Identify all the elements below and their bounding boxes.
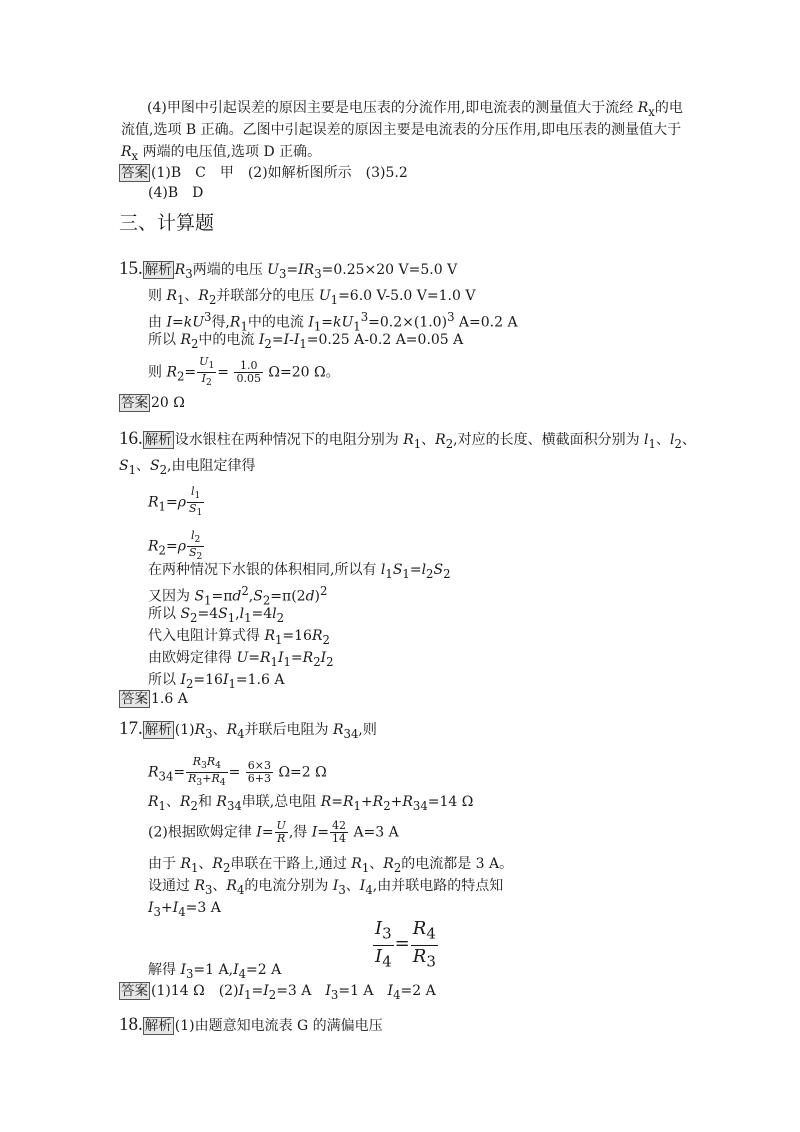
p4-line-3: $R_x$ 两端的电压值,选项 D 正确。 bbox=[121, 144, 322, 163]
q17-line-3: (2)根据欧姆定律 I= $\frac{U}{R}$ ,得 I= $\frac{42}{14}$ A=3 A bbox=[148, 819, 399, 845]
q17-number: 17. bbox=[119, 718, 143, 739]
q17-line-4: 由于 $R_1$、$R_2$串联在干路上,通过 $R_1$、$R_2$的电流都是 3 A。 bbox=[148, 856, 514, 875]
q17-line-2: $R_1$、$R_2$和 $R_{34}$串联,总电阻 $R=R_1+R_2+R_{34}=14$ Ω bbox=[148, 794, 474, 813]
q15-line-4: 所以 $R_2$中的电流 $I_2=I-I_1=0.25$ A-0.2 A=0.05 A bbox=[148, 332, 464, 351]
q16-line-6: 代入电阻计算式得 $R_1=16R_2$ bbox=[148, 628, 330, 647]
q16-formula-2: $R_2=\rho$ $\frac{l_2}{S_2}$ bbox=[148, 529, 203, 563]
q18-number: 18. bbox=[119, 1014, 143, 1035]
p4-line-1: (4)甲图中引起误差的原因主要是电压表的分流作用,即电流表的测量值大于流经 $R_x$的电 bbox=[147, 100, 683, 119]
q16-line-5: 所以 $S_2=4S_1,l_1=4l_2$ bbox=[148, 606, 285, 625]
q15-number: 15. bbox=[119, 258, 143, 279]
p4-line-2: 流值,选项 B 正确。乙图中引起误差的原因主要是电流表的分压作用,即电压表的测量值大于 bbox=[121, 122, 682, 138]
q16-line-7: 由欧姆定律得 $U=R_1I_1=R_2I_2$ bbox=[148, 650, 334, 669]
q16-line-4: 又因为 $S_1=\pi d^2,S_2=\pi(2d)^2$ bbox=[148, 584, 328, 608]
q16-line-3: 在两种情况下水银的体积相同,所以有 $l_1S_1=l_2S_2$ bbox=[148, 562, 451, 581]
fraction: $\frac{R_4}{R_3}$ bbox=[412, 918, 436, 971]
analysis-tag: 解析 bbox=[144, 432, 172, 448]
analysis-tag: 解析 bbox=[144, 722, 172, 738]
fraction: $\frac{U_1}{I_2}$ bbox=[199, 355, 215, 389]
fraction: $\frac{R_3R_4}{R_3+R_4}$ bbox=[188, 755, 226, 789]
fraction: $\frac{6\times 3}{6+3}$ bbox=[247, 759, 271, 786]
section-title: 三、计算题 bbox=[119, 212, 215, 234]
q16-line-2: $S_1$、$S_2$,由电阻定律得 bbox=[119, 458, 256, 477]
q18-header: 18. 解析 (1)由题意知电流表 G 的满偏电压 bbox=[119, 1014, 383, 1035]
q17-header: 17. 解析 $(1)R_3$、$R_4$并联后电阻为 $R_{34}$,则 bbox=[119, 718, 377, 741]
q15-line-3: 由 $I=kU^3$得$,R_1$中的电流 $I_1=kU_1^3=0.2\times(1.0)^3$ A=0.2 A bbox=[148, 310, 518, 334]
q15-line-2: 则 $R_1$、$R_2$并联部分的电压 $U_1=6.0$ V-5.0 V=1.0 V bbox=[148, 288, 476, 307]
answer-16: 答案 1.6 A bbox=[121, 691, 188, 707]
q17-line-6: $I_3+I_4=3$ A bbox=[148, 900, 221, 919]
fraction: $\frac{1.0}{0.05}$ bbox=[236, 359, 261, 386]
answer-tag: 答案 bbox=[121, 395, 148, 411]
fraction: $\frac{42}{14}$ bbox=[332, 819, 346, 845]
answer-tag: 答案 bbox=[121, 983, 148, 999]
q17-line-5: 设通过 $R_3$、$R_4$的电流分别为 $I_3$、$I_4$,由并联电路的特点知 bbox=[148, 878, 504, 897]
q16-header: 16. 解析 设水银柱在两种情况下的电阻分别为 $R_1$、$R_2$,对应的长度、横截面积分别为 $l_1$、$l_2$、 bbox=[119, 428, 696, 451]
analysis-tag: 解析 bbox=[144, 1018, 172, 1034]
analysis-tag: 解析 bbox=[144, 262, 172, 278]
answer-15: 答案 20 Ω bbox=[121, 395, 185, 411]
q15-line-5: 则 $R_2=$ $\frac{U_1}{I_2}$ = $\frac{1.0}{0.05}$ Ω=20 Ω。 bbox=[148, 355, 340, 389]
fraction: $\frac{l_2}{S_2}$ bbox=[188, 529, 203, 563]
q17-ratio: $\frac{I_3}{I_4}$ = $\frac{R_4}{R_3}$ bbox=[375, 918, 436, 971]
answer-14: 答案 (1)B C 甲 (2)如解析图所示 (3)5.2 bbox=[121, 165, 408, 181]
fraction: $\frac{l_1}{S_1}$ bbox=[188, 485, 203, 519]
answer-tag: 答案 bbox=[121, 165, 148, 181]
q16-formula-1: $R_1=\rho$ $\frac{l_1}{S_1}$ bbox=[148, 485, 203, 519]
q16-line-8: 所以 $I_2=16I_1=1.6$ A bbox=[148, 672, 285, 691]
q17-line-7: 解得 $I_3=1$ $A,I_4=2$ A bbox=[148, 962, 282, 981]
q17-formula-1: $R_{34}=$ $\frac{R_3R_4}{R_3+R_4}$ = $\frac{6\times 3}{6+3}$ Ω=2 Ω bbox=[148, 755, 327, 789]
fraction: $\frac{U}{R}$ bbox=[276, 819, 286, 845]
answer-tag: 答案 bbox=[121, 691, 148, 707]
answer-17: 答案 (1)14 Ω $(2)I_1=I_2=3$ A $I_3=1$ A $I_4=2$ A bbox=[121, 983, 436, 1002]
answer-14-line-2: (4)B D bbox=[148, 185, 204, 201]
q16-number: 16. bbox=[119, 428, 143, 449]
fraction: $\frac{I_3}{I_4}$ bbox=[375, 918, 392, 971]
q15-header: 15. 解析 $R_3$两端的电压 $U_3=IR_3=0.25\times 20$ V=5.0 V bbox=[119, 258, 458, 281]
